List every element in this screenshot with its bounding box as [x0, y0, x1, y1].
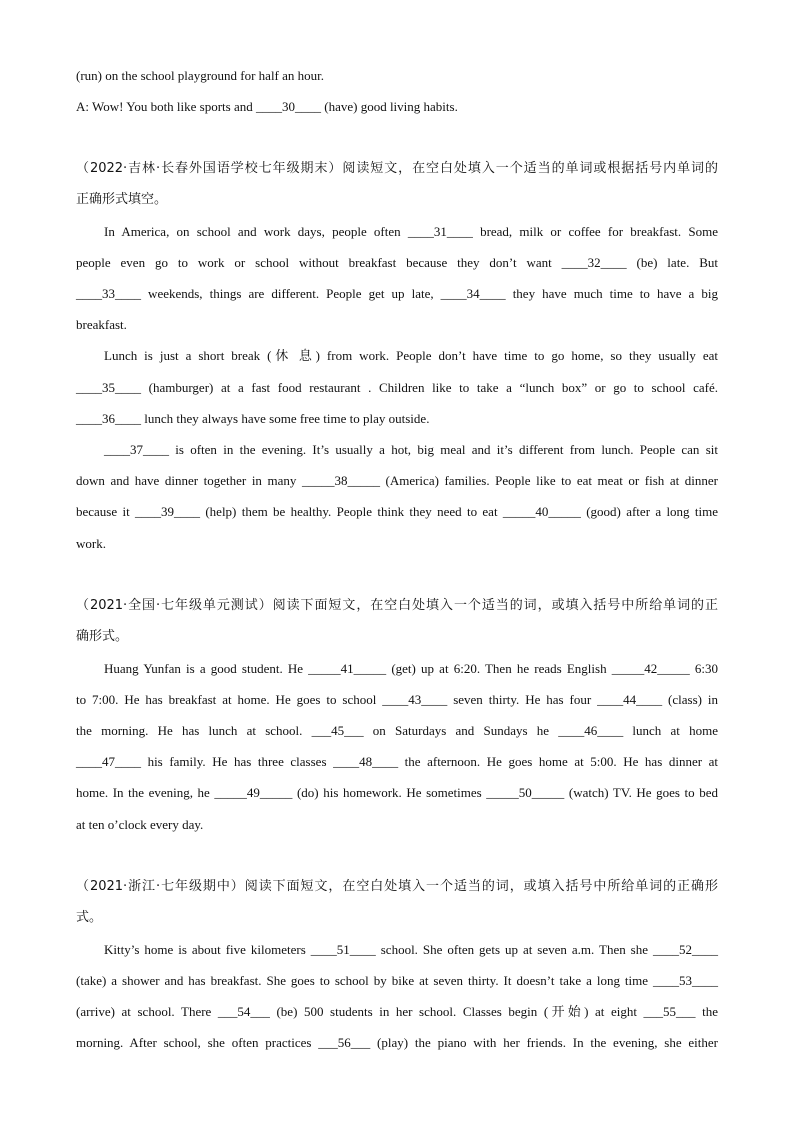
section-heading: （2021·全国·七年级单元测试）阅读下面短文，在空白处填入一个适当的词，或填入括号中所给单词的正 [76, 598, 718, 613]
passage-line: home. In the evening, he _____49_____ (do) his homework. He sometimes _____50_____ (watch) TV. He goes to bed [76, 785, 718, 800]
passage-line: ____37____ is often in the evening. It’s usually a hot, big meal and it’s different from lunch. People can sit [104, 442, 718, 457]
passage-line: people even go to work or school without breakfast because they don’t want ____32____ (be) late. But [76, 255, 718, 270]
passage-line: Huang Yunfan is a good student. He _____41_____ (get) up at 6:20. Then he reads English _____42_____ 6:30 [104, 661, 718, 676]
text-line: (run) on the school playground for half an hour. [76, 68, 325, 83]
section-heading: 式。 [76, 910, 103, 925]
passage-line: breakfast. [76, 317, 127, 332]
text-line: A: Wow! You both like sports and ____30____ (have) good living habits. [76, 99, 458, 114]
section-heading: （2021·浙江·七年级期中）阅读下面短文，在空白处填入一个适当的词，或填入括号中所给单词的正确形 [76, 879, 718, 894]
passage-line: work. [76, 536, 106, 551]
passage-line: ____35____ (hamburger) at a fast food restaurant . Children like to take a “lunch box” or go to school café. [76, 380, 718, 395]
passage-line: Kitty’s home is about five kilometers ____51____ school. She often gets up at seven a.m. Then she ____52____ [104, 942, 718, 957]
section-heading: 正确形式填空。 [76, 192, 168, 207]
passage-line: because it ____39____ (help) them be healthy. People think they need to eat _____40_____ (good) after a long time [76, 504, 718, 519]
passage-line: ____47____ his family. He has three classes ____48____ the afternoon. He goes home at 5:00. He has dinner at [76, 754, 718, 769]
passage-line: (arrive) at school. There ___54___ (be) 500 students in her school. Classes begin (开始) at eight ___55___ the [76, 1004, 718, 1019]
passage-line: at ten o’clock every day. [76, 817, 204, 832]
passage-line: down and have dinner together in many _____38_____ (America) families. People like to eat meat or fish at dinner [76, 473, 718, 488]
passage-line: ____33____ weekends, things are different. People get up late, ____34____ they have much time to have a big [76, 286, 718, 301]
passage-line: Lunch is just a short break (休 息) from work. People don’t have time to go home, so they usually eat [104, 348, 718, 363]
passage-line: the morning. He has lunch at school. ___45___ on Saturdays and Sundays he ____46____ lunch at home [76, 723, 718, 738]
passage-line: ____36____ lunch they always have some free time to play outside. [76, 411, 430, 426]
section-heading: （2022·吉林·长春外国语学校七年级期末）阅读短文，在空白处填入一个适当的单词或根据括号内单词的 [76, 161, 718, 176]
passage-line: to 7:00. He has breakfast at home. He goes to school ____43____ seven thirty. He has four ____44____ (class) in [76, 692, 718, 707]
section-heading: 确形式。 [76, 629, 129, 644]
passage-line: (take) a shower and has breakfast. She goes to school by bike at seven thirty. It doesn’t take a long time ____53____ [76, 973, 718, 988]
passage-line: morning. After school, she often practices ___56___ (play) the piano with her friends. In the evening, she either [76, 1035, 718, 1050]
passage-line: In America, on school and work days, people often ____31____ bread, milk or coffee for breakfast. Some [104, 224, 718, 239]
